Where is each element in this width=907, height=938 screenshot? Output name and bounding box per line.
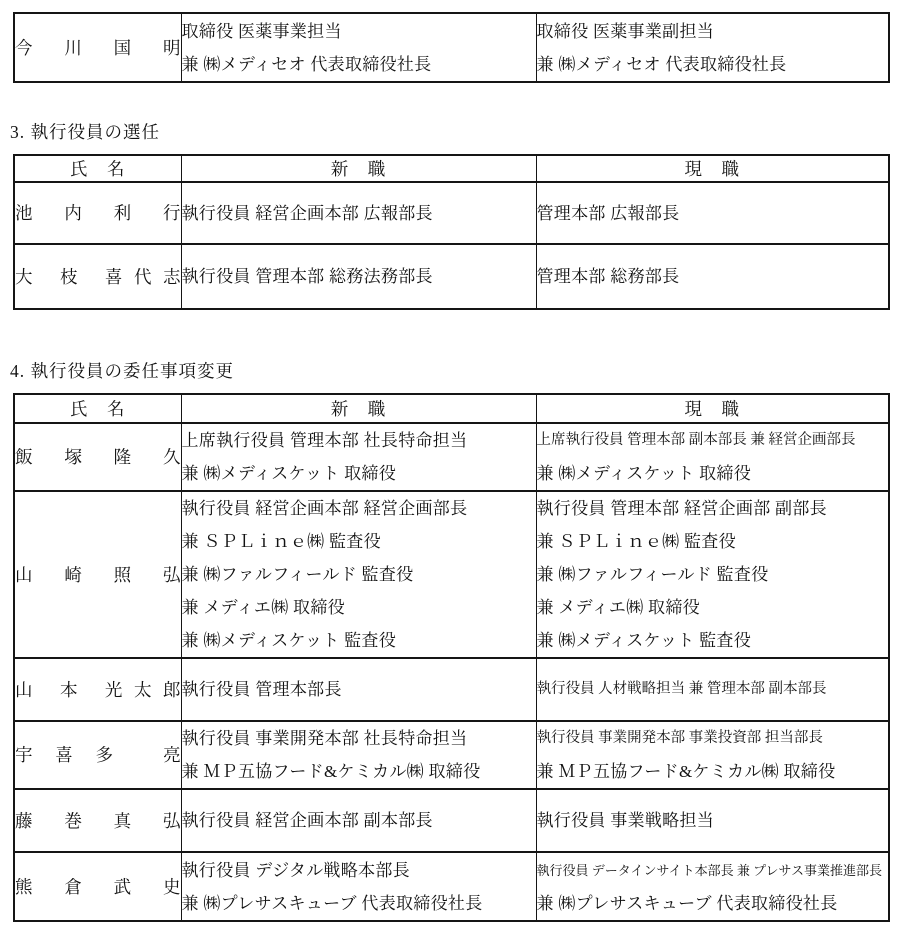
position-line: 取締役 医薬事業副担当 bbox=[536, 21, 715, 41]
position-line: 執行役員 事業戦略担当 bbox=[536, 811, 715, 830]
position-line: 執行役員 事業開発本部 社長特命担当 bbox=[181, 729, 468, 748]
column-header-new: 新 職 bbox=[181, 155, 536, 182]
table-row bbox=[14, 721, 889, 789]
position-line: 執行役員 デジタル戦略本部長 bbox=[181, 860, 410, 880]
new-position-cell bbox=[181, 852, 536, 921]
new-position-cell bbox=[181, 721, 536, 789]
position-line: 取締役 医薬事業担当 bbox=[181, 21, 342, 41]
new-position-cell bbox=[181, 182, 536, 244]
name-cell bbox=[14, 13, 181, 82]
column-header-current: 現 職 bbox=[536, 155, 889, 182]
name-cell bbox=[14, 491, 181, 658]
position-line: 執行役員 経営企画本部 広報部長 bbox=[181, 203, 433, 223]
name-cell bbox=[14, 852, 181, 921]
executive-selection-table bbox=[13, 154, 890, 310]
position-line: 兼 ㈱プレサスキューブ 代表取締役社長 bbox=[181, 893, 483, 913]
name-cell bbox=[14, 244, 181, 309]
position-line: 執行役員 管理本部 経営企画部 副部長 bbox=[536, 499, 827, 518]
current-position-cell bbox=[536, 13, 889, 82]
position-line: 兼 ㈱メディスケット 監査役 bbox=[181, 631, 396, 650]
current-position-cell bbox=[536, 491, 889, 658]
new-position-cell bbox=[181, 244, 536, 309]
new-position-cell bbox=[181, 789, 536, 852]
position-line: 執行役員 経営企画本部 経営企画部長 bbox=[181, 499, 468, 518]
position-line: 執行役員 事業開発本部 事業投資部 担当部長 bbox=[536, 730, 823, 746]
person-name: 飯 塚 隆 久 bbox=[15, 447, 181, 467]
person-name: 池 内 利 行 bbox=[15, 203, 181, 223]
current-position-cell bbox=[536, 658, 889, 721]
section-3-heading: 3. 執行役員の選任 bbox=[10, 122, 160, 142]
position-line: 兼 ＭＰ五協フード&ケミカル㈱ 取締役 bbox=[536, 762, 836, 781]
person-name: 山 崎 照 弘 bbox=[15, 564, 181, 585]
name-cell bbox=[14, 721, 181, 789]
position-line: 兼 ㈱ファルフィールド 監査役 bbox=[181, 565, 414, 584]
table-row bbox=[14, 491, 889, 658]
person-name: 藤 巻 真 弘 bbox=[15, 810, 181, 831]
person-name: 今 川 国 明 bbox=[15, 37, 181, 58]
continuation-table bbox=[13, 12, 890, 83]
table-row bbox=[14, 13, 889, 82]
current-position-cell bbox=[536, 852, 889, 921]
column-header-name: 氏 名 bbox=[14, 155, 181, 182]
position-line: 兼 ㈱メディスケット 監査役 bbox=[536, 631, 751, 650]
current-position-cell bbox=[536, 721, 889, 789]
position-line: 兼 ㈱ファルフィールド 監査役 bbox=[536, 565, 769, 584]
current-position-cell bbox=[536, 244, 889, 309]
name-cell bbox=[14, 423, 181, 491]
column-header-current: 現 職 bbox=[536, 394, 889, 423]
current-position-cell bbox=[536, 182, 889, 244]
new-position-cell bbox=[181, 491, 536, 658]
name-cell bbox=[14, 182, 181, 244]
position-line: 兼 ㈱メディスケット 取締役 bbox=[181, 464, 396, 483]
section-4-heading: 4. 執行役員の委任事項変更 bbox=[10, 361, 234, 381]
column-header-name: 氏 名 bbox=[14, 394, 181, 423]
name-cell bbox=[14, 658, 181, 721]
position-line: 兼 メディエ㈱ 取締役 bbox=[536, 598, 700, 617]
person-name: 山 本 光太郎 bbox=[15, 679, 181, 700]
table-row bbox=[14, 244, 889, 309]
position-line: 兼 メディエ㈱ 取締役 bbox=[181, 598, 345, 617]
position-line: 兼 ㈱メディセオ 代表取締役社長 bbox=[536, 54, 787, 74]
position-line: 兼 ㈱メディセオ 代表取締役社長 bbox=[181, 54, 432, 74]
person-name: 熊 倉 武 史 bbox=[15, 876, 181, 897]
person-name: 宇喜多 亮 bbox=[15, 745, 181, 765]
position-line: 執行役員 データインサイト本部長 兼 プレサス事業推進部長 bbox=[536, 862, 883, 878]
position-line: 執行役員 管理本部 総務法務部長 bbox=[181, 267, 433, 286]
position-line: 兼 ㈱プレサスキューブ 代表取締役社長 bbox=[536, 893, 838, 913]
new-position-cell bbox=[181, 13, 536, 82]
header-row bbox=[14, 394, 889, 423]
position-line: 兼 ＳＰＬｉｎｅ㈱ 監査役 bbox=[536, 532, 736, 551]
position-line: 管理本部 総務部長 bbox=[536, 267, 680, 286]
current-position-cell bbox=[536, 789, 889, 852]
table-row bbox=[14, 423, 889, 491]
position-line: 執行役員 経営企画本部 副本部長 bbox=[181, 811, 433, 830]
position-line: 上席執行役員 管理本部 社長特命担当 bbox=[181, 431, 468, 450]
current-position-cell bbox=[536, 423, 889, 491]
position-line: 兼 ＭＰ五協フード&ケミカル㈱ 取締役 bbox=[181, 762, 481, 781]
column-header-new: 新 職 bbox=[181, 394, 536, 423]
position-line: 執行役員 人材戦略担当 兼 管理本部 副本部長 bbox=[536, 681, 827, 697]
new-position-cell bbox=[181, 423, 536, 491]
position-line: 執行役員 管理本部長 bbox=[181, 680, 342, 699]
position-line: 兼 ＳＰＬｉｎｅ㈱ 監査役 bbox=[181, 532, 381, 551]
table-row bbox=[14, 789, 889, 852]
name-cell bbox=[14, 789, 181, 852]
table-row bbox=[14, 182, 889, 244]
position-line: 管理本部 広報部長 bbox=[536, 203, 680, 223]
table-row bbox=[14, 658, 889, 721]
position-line: 兼 ㈱メディスケット 取締役 bbox=[536, 464, 751, 483]
header-row bbox=[14, 155, 889, 182]
delegation-change-table bbox=[13, 393, 890, 922]
new-position-cell bbox=[181, 658, 536, 721]
person-name: 大 枝 喜代志 bbox=[15, 266, 181, 287]
position-line: 上席執行役員 管理本部 副本部長 兼 経営企画部長 bbox=[536, 432, 856, 448]
table-row bbox=[14, 852, 889, 921]
